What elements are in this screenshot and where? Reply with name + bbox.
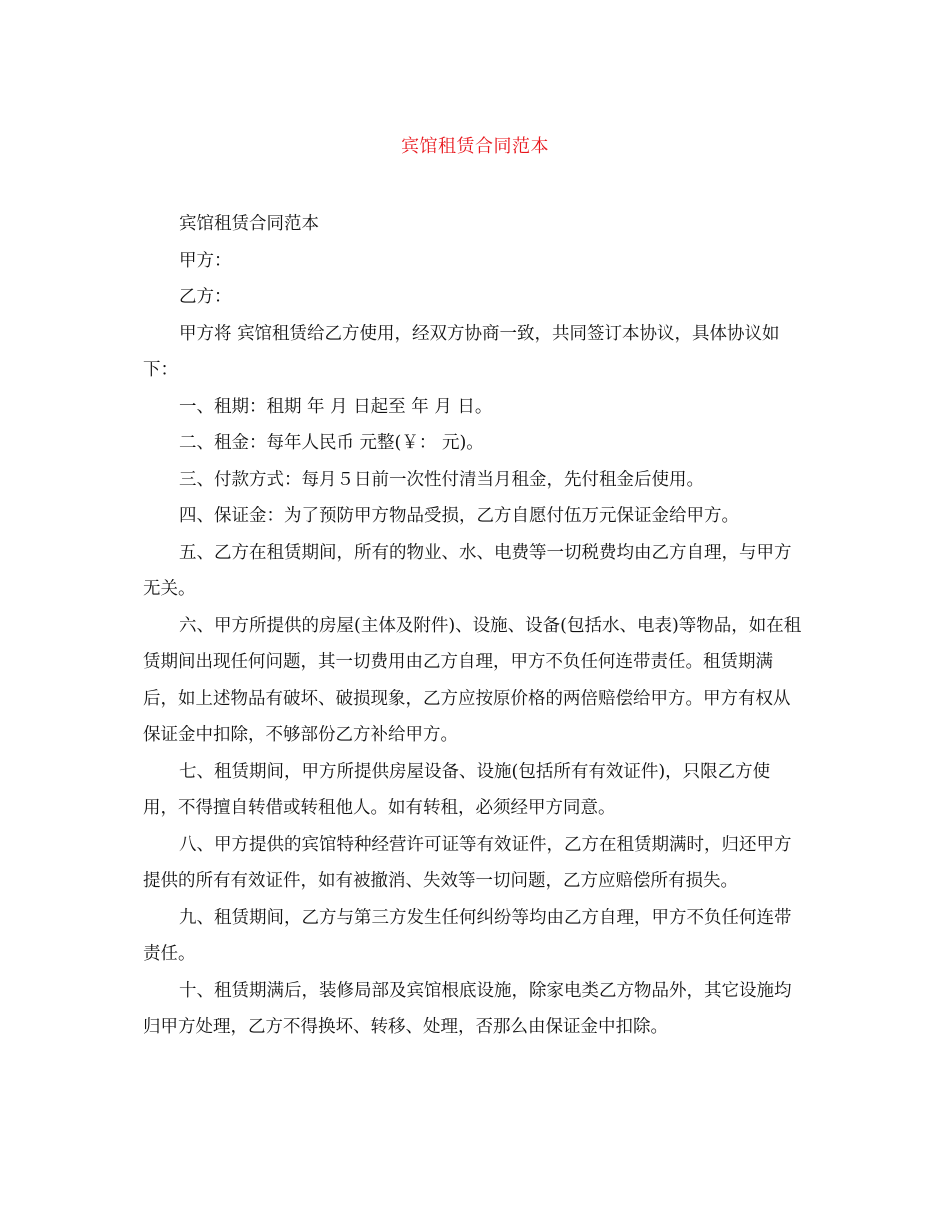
document-body: [143, 206, 803, 1046]
paragraph-clause-2: 二、租金：每年人民币 元整(￥： 元)。: [179, 433, 484, 453]
paragraph-clause-7: 七、租赁期间，甲方所提供房屋设备、设施(包括所有有效证件)，只限乙方使用，不得擅自转借或转租他人。如有转租，必须经甲方同意。: [143, 761, 771, 818]
paragraph-clause-4: 四、保证金：为了预防甲方物品受损，乙方自愿付伍万元保证金给甲方。: [179, 506, 739, 526]
paragraph-heading: 宾馆租赁合同范本: [179, 214, 319, 234]
paragraph-clause-1: 一、租期：租期 年 月 日起至 年 月 日。: [179, 396, 493, 417]
paragraph-clause-5: 五、乙方在租赁期间，所有的物业、水、电费等一切税费均由乙方自理，与甲方无关。: [143, 542, 792, 599]
paragraph-party-a: 甲方：: [179, 250, 232, 271]
paragraph-intro: 甲方将 宾馆租赁给乙方使用，经双方协商一致，共同签订本协议，具体协议如下：: [143, 323, 780, 380]
paragraph-clause-6: 六、甲方所提供的房屋(主体及附件)、设施、设备(包括水、电表)等物品，如在租赁期间出现任何问题，其一切费用由乙方自理，甲方不负任何连带责任。租赁期满后，如上述物品有破坏、破损现象，乙方应按原价格的两倍赔偿给甲方。甲方有权从保证金中扣除，不够部份乙方补给甲方。: [143, 615, 802, 745]
paragraph-clause-10: 十、租赁期满后，装修局部及宾馆根底设施，除家电类乙方物品外，其它设施均归甲方处理，乙方不得换坏、转移、处理，否那么由保证金中扣除。: [143, 980, 792, 1037]
paragraph-clause-9: 九、租赁期间，乙方与第三方发生任何纠纷等均由乙方自理，甲方不负任何连带责任。: [143, 907, 792, 964]
document-title: 宾馆租赁合同范本: [401, 136, 549, 157]
paragraph-clause-3: 三、付款方式：每月５日前一次性付清当月租金，先付租金后使用。: [179, 469, 704, 490]
paragraph-clause-8: 八、甲方提供的宾馆特种经营许可证等有效证件，乙方在租赁期满时，归还甲方提供的所有有效证件，如有被撤消、失效等一切问题，乙方应赔偿所有损失。: [143, 834, 792, 891]
paragraph-party-b: 乙方：: [179, 287, 232, 307]
